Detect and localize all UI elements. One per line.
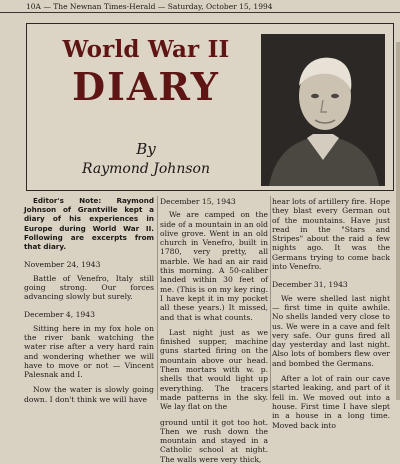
portrait-figure bbox=[261, 34, 385, 186]
adjacent-page-edge bbox=[396, 42, 400, 400]
headline-box bbox=[26, 23, 394, 191]
entry-date: November 24, 1943 bbox=[24, 260, 101, 270]
entry-date: December 4, 1943 bbox=[24, 310, 95, 320]
column-1 bbox=[24, 196, 154, 404]
column-2 bbox=[160, 196, 268, 464]
byline-author: Raymond Johnson bbox=[82, 161, 210, 177]
separator: — bbox=[157, 2, 168, 11]
entry-paragraph: Battle of Venefro, Italy still going strong. Our forces advancing slowly but surely. bbox=[24, 273, 154, 302]
column-rule bbox=[157, 196, 158, 400]
page-number: 10A bbox=[26, 2, 41, 11]
column-3 bbox=[272, 196, 391, 430]
portrait-photo bbox=[261, 34, 385, 186]
issue-date: Saturday, October 15, 1994 bbox=[167, 2, 273, 11]
headline-line-1: World War II bbox=[62, 36, 230, 63]
editors-note: Editor's Note: Raymond Johnson of Grantville kept a diary of his experiences in Europe during World War II. Following are excerpts from that diary. bbox=[24, 196, 154, 252]
byline-by: By bbox=[136, 140, 156, 158]
entry-paragraph: Sitting here in my fox hole on the river bank watching the water rise after a very hard rain and wondering whether we will have to move or not — Vincent Palesnak and I. bbox=[24, 323, 154, 380]
entry-paragraph: Now the water is slowly going down. I don't think we will have bbox=[24, 385, 154, 404]
entry-paragraph: We were shelled last night — first time in quite awhile. No shells landed very close to us. We were in a cave and felt very safe. Our guns fired all day yesterday and last night. Also lots of bombers flew over and bombed the Germans. bbox=[272, 293, 390, 368]
headline-line-2: DIARY bbox=[72, 64, 220, 109]
entry-paragraph: We are camped on the side of a mountain in an old olive grove. Went in an old church in Venefro, built in 1780, very pretty, all marble. We had an air raid this morning. A 50-caliber landed within 30 feet of me. (This is on my key ring. I have kept it in my pocket all these years.) It missed, and that is what counts. bbox=[160, 210, 268, 322]
entry-paragraph: Last night just as we finished supper, machine guns started firing on the mountain above our head. Then mortars with w. p. shells that would light up everything. The tracers made patterns in the sky. We lay flat on the bbox=[160, 327, 268, 412]
paper-name: The Newnan Times-Herald bbox=[53, 2, 156, 11]
column-rule bbox=[270, 196, 271, 400]
entry-date: December 15, 1943 bbox=[160, 197, 236, 206]
entry-paragraph: After a lot of rain our cave started leaking, and part of it fell in. We moved out into a house. First time I have slept in a house in a long time. Moved back into bbox=[272, 374, 390, 430]
running-head bbox=[0, 0, 400, 13]
entry-paragraph: hear lots of artillery fire. Hope they blast every German out of the mountains. Have just read in the "Stars and Stripes" about the raid a few nights ago. It was the Germans trying to come back into Venefro. bbox=[272, 197, 391, 272]
entry-paragraph: ground until it got too hot. Then we rush down the mountain and stayed in a Catholic school at night. The walls were very thick, bbox=[160, 417, 268, 464]
separator: — bbox=[43, 2, 54, 11]
entry-date: December 31, 1943 bbox=[272, 280, 348, 290]
